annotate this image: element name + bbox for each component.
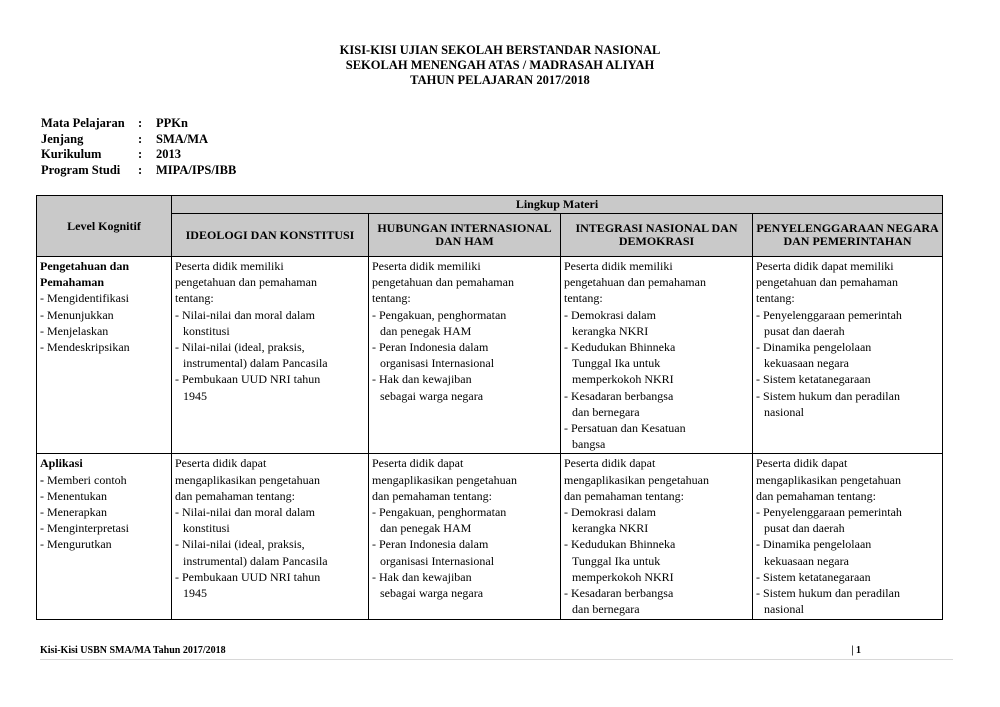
cell-line: nasional [764, 404, 804, 419]
table-row [37, 257, 943, 454]
header-row [37, 214, 943, 257]
meta-label: Kurikulum [41, 147, 102, 161]
cell-line: organisasi Internasional [380, 553, 495, 568]
level-cell [37, 454, 172, 620]
content-cell [753, 454, 943, 620]
cell-line: - Nilai-nilai (ideal, praksis, [175, 340, 305, 355]
header-row [37, 196, 943, 214]
cell-line: pengetahuan dan pemahaman [756, 275, 898, 290]
cell-line: - Pengakuan, penghormatan [372, 307, 507, 322]
content-cell [753, 257, 943, 454]
level-item-text: Memberi contoh [47, 472, 127, 487]
cell-line: - Kedudukan Bhinneka [564, 537, 676, 552]
cell-line: 1945 [183, 586, 207, 601]
cell-line: dan bernegara [572, 602, 640, 617]
cell-line: mengaplikasikan pengetahuan [372, 472, 517, 487]
cell-line: - Kesadaran berbangsa [564, 586, 674, 601]
cell-line: Tunggal Ika untuk [572, 356, 661, 371]
meta-row [41, 132, 236, 148]
cell-line: kerangka NKRI [572, 521, 649, 536]
meta-row [41, 163, 236, 179]
cell-line: 1945 [183, 388, 207, 403]
cell-line: kekuasaan negara [764, 553, 849, 568]
column-header: INTEGRASI NASIONAL DAN DEMOKRASI [561, 214, 753, 257]
cell-line: Peserta didik dapat [175, 456, 267, 471]
level-item: - Menerapkan [40, 505, 107, 520]
cell-line: - Kedudukan Bhinneka [564, 340, 676, 355]
footer-text: Kisi-Kisi USBN SMA/MA Tahun 2017/2018 [40, 645, 226, 656]
cell-line: kerangka NKRI [572, 323, 649, 338]
meta-value: 2013 [156, 147, 181, 161]
cell-line: konstitusi [183, 521, 230, 536]
cell-line: konstitusi [183, 323, 230, 338]
cell-line: - Kesadaran berbangsa [564, 388, 674, 403]
cell-line: - Sistem hukum dan peradilan [756, 388, 900, 403]
cell-line: - Pengakuan, penghormatan [372, 505, 507, 520]
cell-line: kekuasaan negara [764, 356, 849, 371]
cell-line: bangsa [572, 437, 606, 452]
meta-label: Mata Pelajaran [41, 116, 125, 130]
level-item: - Mengurutkan [40, 537, 112, 552]
meta-sep: : [138, 147, 143, 161]
content-cell [561, 454, 753, 620]
cell-line: - Pembukaan UUD NRI tahun [175, 569, 321, 584]
cell-line: - Peran Indonesia dalam [372, 537, 489, 552]
meta-label: Jenjang [41, 131, 84, 146]
cell-line: - Demokrasi dalam [564, 505, 656, 520]
content-cell [172, 454, 369, 620]
column-header: HUBUNGAN INTERNASIONAL DAN HAM [369, 214, 561, 257]
page-number: | 1 [851, 645, 861, 656]
cell-line: memperkokoh NKRI [572, 569, 674, 584]
level-item: - Menginterpretasi [40, 521, 129, 536]
cell-line: dan pemahaman tentang: [175, 488, 295, 503]
cell-line: Peserta didik dapat [756, 456, 848, 471]
cell-line: pengetahuan dan pemahaman [564, 275, 706, 290]
cell-line: Peserta didik memiliki [564, 259, 673, 273]
cell-line: pengetahuan dan pemahaman [175, 275, 317, 290]
cell-line: Peserta didik dapat memiliki [756, 259, 894, 273]
cell-line: - Hak dan kewajiban [372, 569, 472, 584]
meta-sep: : [138, 162, 143, 177]
cell-line: tentang: [564, 291, 603, 306]
level-item: - Mengidentifikasi [40, 291, 129, 306]
content-cell [172, 257, 369, 454]
kisi-table [36, 195, 943, 620]
cell-line: - Nilai-nilai (ideal, praksis, [175, 537, 305, 552]
meta-value: PPKn [156, 116, 188, 130]
document-title [0, 43, 1000, 88]
cell-line: dan penegak HAM [380, 521, 472, 536]
cell-line: nasional [764, 602, 804, 617]
cell-line: dan pemahaman tentang: [564, 488, 684, 503]
level-bullet: - [40, 472, 44, 487]
cell-line: mengaplikasikan pengetahuan [175, 472, 320, 487]
level-item: - Menentukan [40, 488, 107, 503]
cell-line: sebagai warga negara [380, 388, 484, 403]
cell-line: Peserta didik dapat [564, 456, 656, 471]
cell-line: Peserta didik memiliki [175, 259, 284, 273]
cell-line: dan penegak HAM [380, 323, 472, 338]
title-line: SEKOLAH MENENGAH ATAS / MADRASAH ALIYAH [345, 58, 655, 72]
level-title: Pemahaman [40, 275, 104, 290]
column-header: IDEOLOGI DAN KONSTITUSI [172, 214, 369, 257]
cell-line: pusat dan daerah [764, 323, 845, 338]
meta-sep: : [138, 116, 143, 130]
meta-sep: : [138, 131, 143, 146]
cell-line: Peserta didik dapat [372, 456, 464, 471]
cell-line: dan bernegara [572, 404, 640, 419]
cell-line: tentang: [175, 291, 214, 306]
cell-line: - Penyelenggaraan pemerintah [756, 307, 902, 322]
page-footer [40, 645, 953, 660]
level-item [40, 472, 168, 488]
title-line: TAHUN PELAJARAN 2017/2018 [410, 73, 590, 87]
level-item: - Menunjukkan [40, 307, 114, 322]
meta-value: SMA/MA [156, 131, 209, 146]
cell-line: - Nilai-nilai dan moral dalam [175, 307, 315, 322]
content-cell [561, 257, 753, 454]
meta-row [41, 147, 236, 163]
cell-line: tentang: [372, 291, 411, 306]
cell-line: - Nilai-nilai dan moral dalam [175, 505, 315, 520]
cell-line: - Sistem ketatanegaraan [756, 372, 871, 387]
level-item: - Mendeskripsikan [40, 340, 130, 355]
cell-line: dan pemahaman tentang: [372, 488, 492, 503]
cell-line: - Sistem hukum dan peradilan [756, 586, 900, 601]
cell-line: - Dinamika pengelolaan [756, 537, 872, 552]
cell-line: - Pembukaan UUD NRI tahun [175, 372, 321, 387]
cell-line: organisasi Internasional [380, 356, 495, 371]
meta-value: MIPA/IPS/IBB [156, 162, 237, 177]
table-row [37, 454, 943, 620]
cell-line: - Hak dan kewajiban [372, 372, 472, 387]
level-header: Level Kognitif [37, 196, 172, 257]
cell-line: Peserta didik memiliki [372, 259, 481, 273]
cell-line: - Persatuan dan Kesatuan [564, 421, 686, 436]
level-cell [37, 257, 172, 454]
cell-line: instrumental) dalam Pancasila [183, 356, 328, 371]
cell-line: - Sistem ketatanegaraan [756, 569, 871, 584]
cell-line: - Penyelenggaraan pemerintah [756, 505, 902, 520]
cell-line: - Dinamika pengelolaan [756, 340, 872, 355]
group-header: Lingkup Materi [172, 196, 943, 214]
cell-line: mengaplikasikan pengetahuan [564, 472, 709, 487]
cell-line: mengaplikasikan pengetahuan [756, 472, 901, 487]
column-header: PENYELENGGARAAN NEGARA DAN PEMERINTAHAN [753, 214, 943, 257]
title-line: KISI-KISI UJIAN SEKOLAH BERSTANDAR NASIONAL [339, 43, 661, 57]
level-item: - Menjelaskan [40, 323, 109, 338]
level-title: Aplikasi [40, 456, 83, 471]
cell-line: Tunggal Ika untuk [572, 553, 661, 568]
cell-line: sebagai warga negara [380, 586, 484, 601]
content-cell [369, 257, 561, 454]
level-title: Pengetahuan dan [40, 259, 130, 273]
cell-line: dan pemahaman tentang: [756, 488, 876, 503]
cell-line: pusat dan daerah [764, 521, 845, 536]
meta-info [41, 116, 236, 178]
cell-line: tentang: [756, 291, 795, 306]
meta-label: Program Studi [41, 162, 121, 177]
cell-line: - Peran Indonesia dalam [372, 340, 489, 355]
cell-line: instrumental) dalam Pancasila [183, 553, 328, 568]
content-cell [369, 454, 561, 620]
cell-line: memperkokoh NKRI [572, 372, 674, 387]
cell-line: - Demokrasi dalam [564, 307, 656, 322]
meta-row [41, 116, 236, 132]
cell-line: pengetahuan dan pemahaman [372, 275, 514, 290]
